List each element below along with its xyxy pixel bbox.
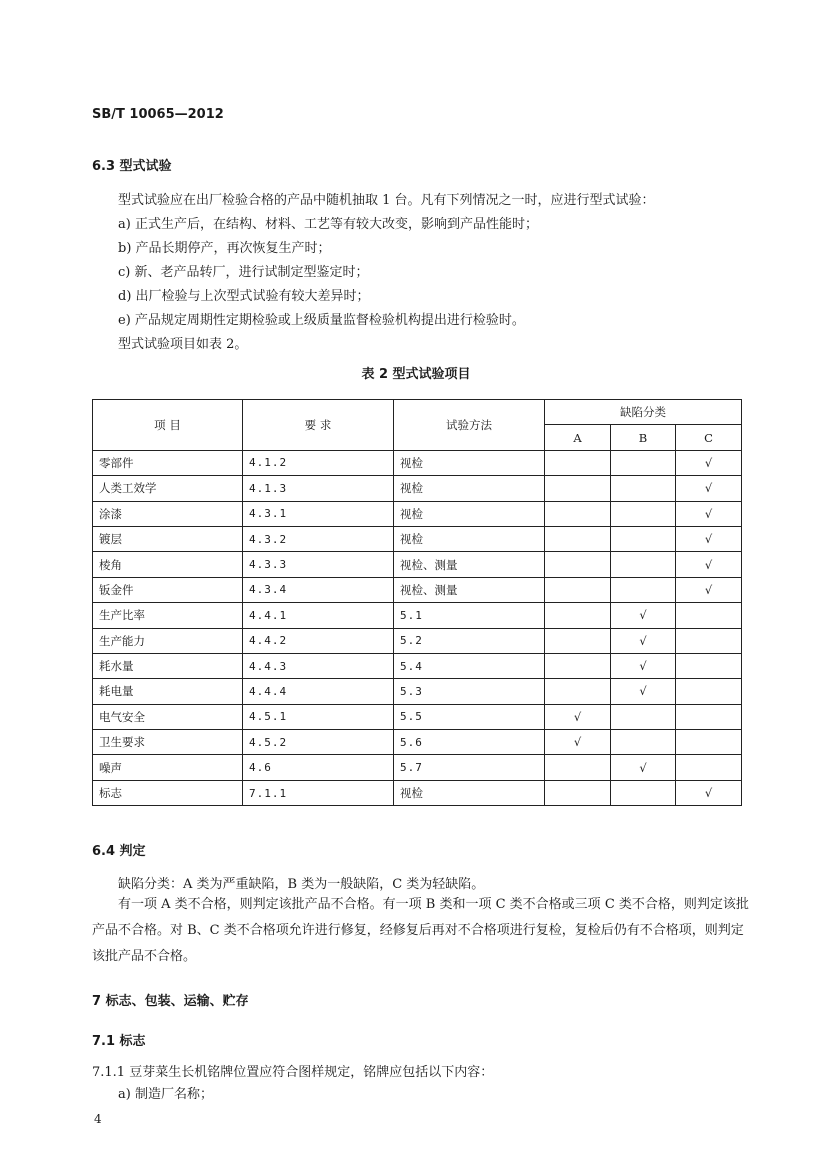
- cell-class-a: [545, 755, 611, 780]
- section-7-1-1-text: 7.1.1 豆芽菜生长机铭牌位置应符合图样规定，铭牌应包括以下内容：: [92, 1065, 494, 1080]
- table-row: [93, 450, 742, 475]
- section-7-1-title: 7.1 标志: [92, 1034, 146, 1049]
- cell-class-b: [611, 552, 676, 577]
- cell-class-a: [545, 552, 611, 577]
- cell-item: 标志: [93, 780, 243, 805]
- cell-method: 视检: [394, 450, 545, 475]
- cell-method: 5.6: [394, 730, 545, 755]
- cell-class-c: √: [676, 476, 742, 501]
- standard-code-header: SB/T 10065—2012: [92, 107, 224, 122]
- cell-class-b: [611, 577, 676, 602]
- cell-method: 5.7: [394, 755, 545, 780]
- table-row: [93, 577, 742, 602]
- cell-requirement: 4.1.2: [243, 450, 394, 475]
- cell-item: 棱角: [93, 552, 243, 577]
- header-item: 项 目: [93, 400, 243, 451]
- cell-class-c: √: [676, 450, 742, 475]
- cell-class-a: √: [545, 704, 611, 729]
- section-6-3-after: 型式试验项目如表 2。: [118, 337, 248, 352]
- cell-item: 生产比率: [93, 603, 243, 628]
- cell-class-c: [676, 730, 742, 755]
- header-class-b: B: [611, 425, 676, 450]
- header-test-method: 试验方法: [394, 400, 545, 451]
- type-test-table: [92, 399, 742, 806]
- cell-class-b: [611, 780, 676, 805]
- section-7-1-1-item-a: a) 制造厂名称；: [118, 1087, 213, 1102]
- table-row: [93, 628, 742, 653]
- cell-class-a: [545, 603, 611, 628]
- table-row: [93, 526, 742, 551]
- cell-class-c: √: [676, 552, 742, 577]
- cell-method: 视检、测量: [394, 577, 545, 602]
- cell-class-b: √: [611, 628, 676, 653]
- cell-class-a: [545, 653, 611, 678]
- cell-requirement: 7.1.1: [243, 780, 394, 805]
- list-item-c: c) 新、老产品转厂，进行试制定型鉴定时；: [118, 265, 369, 280]
- cell-method: 5.3: [394, 679, 545, 704]
- cell-class-a: [545, 628, 611, 653]
- cell-item: 钣金件: [93, 577, 243, 602]
- cell-item: 涂漆: [93, 501, 243, 526]
- header-class-a: A: [545, 425, 611, 450]
- cell-class-a: [545, 476, 611, 501]
- cell-class-b: √: [611, 603, 676, 628]
- cell-requirement: 4.4.2: [243, 628, 394, 653]
- cell-requirement: 4.3.2: [243, 526, 394, 551]
- cell-requirement: 4.3.3: [243, 552, 394, 577]
- cell-class-b: √: [611, 755, 676, 780]
- cell-class-c: √: [676, 526, 742, 551]
- cell-class-b: [611, 501, 676, 526]
- section-6-4-defect-classes: 缺陷分类：A 类为严重缺陷，B 类为一般缺陷，C 类为轻缺陷。: [118, 877, 485, 892]
- cell-requirement: 4.5.1: [243, 704, 394, 729]
- table-row: [93, 653, 742, 678]
- table-row: [93, 704, 742, 729]
- cell-item: 耗电量: [93, 679, 243, 704]
- cell-class-c: [676, 653, 742, 678]
- cell-item: 镀层: [93, 526, 243, 551]
- cell-class-b: [611, 476, 676, 501]
- table-row: [93, 679, 742, 704]
- list-item-e: e) 产品规定周期性定期检验或上级质量监督检验机构提出进行检验时。: [118, 313, 525, 328]
- cell-item: 耗水量: [93, 653, 243, 678]
- cell-method: 视检、测量: [394, 552, 545, 577]
- cell-class-c: [676, 628, 742, 653]
- cell-class-c: [676, 704, 742, 729]
- cell-method: 5.4: [394, 653, 545, 678]
- cell-requirement: 4.6: [243, 755, 394, 780]
- cell-method: 5.1: [394, 603, 545, 628]
- cell-item: 零部件: [93, 450, 243, 475]
- table-row: [93, 780, 742, 805]
- section-6-3-intro: 型式试验应在出厂检验合格的产品中随机抽取 1 台。凡有下列情况之一时，应进行型式试验：: [118, 193, 655, 208]
- cell-class-c: [676, 603, 742, 628]
- list-item-d: d) 出厂检验与上次型式试验有较大差异时；: [118, 289, 370, 304]
- cell-class-a: [545, 450, 611, 475]
- cell-item: 人类工效学: [93, 476, 243, 501]
- table-row: [93, 476, 742, 501]
- cell-class-a: [545, 526, 611, 551]
- cell-requirement: 4.5.2: [243, 730, 394, 755]
- cell-class-a: [545, 679, 611, 704]
- cell-item: 生产能力: [93, 628, 243, 653]
- cell-item: 电气安全: [93, 704, 243, 729]
- cell-class-b: [611, 704, 676, 729]
- table-row: [93, 552, 742, 577]
- cell-requirement: 4.4.1: [243, 603, 394, 628]
- cell-item: 卫生要求: [93, 730, 243, 755]
- section-6-4-title: 6.4 判定: [92, 844, 146, 859]
- cell-class-b: [611, 450, 676, 475]
- table-row: [93, 730, 742, 755]
- cell-requirement: 4.3.4: [243, 577, 394, 602]
- table-caption: 表 2 型式试验项目: [361, 367, 471, 382]
- cell-class-b: √: [611, 679, 676, 704]
- cell-method: 视检: [394, 526, 545, 551]
- cell-requirement: 4.1.3: [243, 476, 394, 501]
- cell-class-b: [611, 526, 676, 551]
- cell-class-c: [676, 755, 742, 780]
- cell-class-c: √: [676, 577, 742, 602]
- cell-class-a: [545, 780, 611, 805]
- list-item-a: a) 正式生产后，在结构、材料、工艺等有较大改变，影响到产品性能时；: [118, 217, 538, 232]
- table-row: [93, 501, 742, 526]
- cell-requirement: 4.4.3: [243, 653, 394, 678]
- cell-method: 视检: [394, 501, 545, 526]
- cell-method: 5.2: [394, 628, 545, 653]
- cell-class-c: √: [676, 501, 742, 526]
- table-row: [93, 755, 742, 780]
- list-item-b: b) 产品长期停产，再次恢复生产时；: [118, 241, 331, 256]
- cell-class-a: [545, 501, 611, 526]
- page-number: 4: [94, 1112, 102, 1126]
- cell-class-c: √: [676, 780, 742, 805]
- cell-class-b: [611, 730, 676, 755]
- section-7-title: 7 标志、包装、运输、贮存: [92, 994, 249, 1009]
- header-requirement: 要 求: [243, 400, 394, 451]
- cell-requirement: 4.4.4: [243, 679, 394, 704]
- cell-class-a: [545, 577, 611, 602]
- cell-class-a: √: [545, 730, 611, 755]
- section-6-4-judgement: 有一项 A 类不合格，则判定该批产品不合格。有一项 B 类和一项 C 类不合格或三项 C 类不合格，则判定该批产品不合格。对 B、C 类不合格项允许进行修复，经修复后再对不合格项进行复检，复检后仍有不合格项，则判定该批产品不合格。: [92, 897, 749, 964]
- header-defect-class: 缺陷分类: [545, 400, 742, 425]
- section-6-3-title: 6.3 型式试验: [92, 159, 172, 174]
- cell-method: 视检: [394, 780, 545, 805]
- header-class-c: C: [676, 425, 742, 450]
- cell-class-b: √: [611, 653, 676, 678]
- cell-item: 噪声: [93, 755, 243, 780]
- cell-method: 5.5: [394, 704, 545, 729]
- cell-requirement: 4.3.1: [243, 501, 394, 526]
- cell-class-c: [676, 679, 742, 704]
- table-row: [93, 603, 742, 628]
- cell-method: 视检: [394, 476, 545, 501]
